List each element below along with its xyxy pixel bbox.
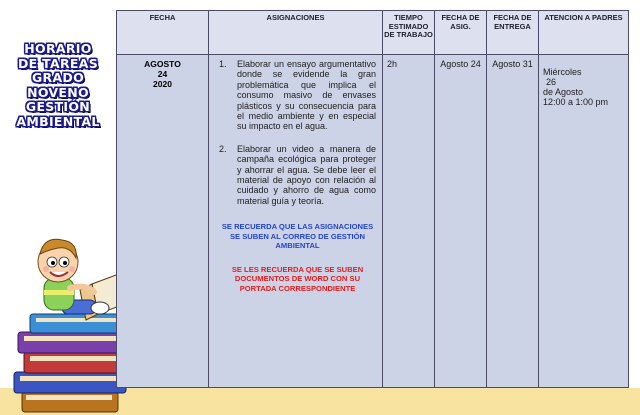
atencion-line: 12:00 a 1:00 pm	[543, 97, 609, 107]
header-row	[117, 11, 629, 55]
list-item	[213, 144, 376, 206]
header-fecha: FECHA	[117, 11, 209, 55]
assignment-number: 1.	[219, 59, 227, 69]
title-line: GRADO	[31, 70, 85, 85]
atencion-line: Miércoles	[543, 67, 582, 77]
header-asignaciones: ASIGNACIONES	[209, 11, 383, 55]
atencion-cell	[539, 55, 629, 388]
assignment-number: 2.	[219, 143, 227, 154]
atencion-line: 26	[546, 77, 557, 87]
date-month: AGOSTO	[144, 59, 181, 69]
table-row	[117, 55, 629, 388]
header-atencion: ATENCION A PADRES	[539, 11, 629, 55]
date-year: 2020	[153, 79, 172, 89]
date-cell	[117, 55, 209, 388]
title-line: NOVENO	[27, 84, 89, 100]
tiempo-cell: 2h	[383, 55, 435, 388]
assignment-text: Elaborar un ensayo argumentativo donde se evidende la gran problemática que implica el consumo masivo de envases plásticos y su consecuencia para el medio ambiente y en especial su impacto en el agua.	[237, 59, 376, 132]
fecha-asig-cell: Agosto 24	[435, 55, 487, 388]
note-blue: SE RECUERDA QUE LAS ASIGNACIONES SE SUBEN AL CORREO DE GESTIÓN AMBIENTAL	[221, 222, 374, 251]
header-fecha-entrega: FECHA DE ENTREGA	[487, 11, 539, 55]
fecha-entrega-cell: Agosto 31	[487, 55, 539, 388]
header-tiempo: TIEMPO ESTIMADO DE TRABAJO	[383, 11, 435, 55]
assignments-cell	[209, 55, 383, 388]
date-day: 24	[157, 69, 168, 79]
note-red: SE LES RECUERDA QUE SE SUBEN DOCUMENTOS DE WORD CON SU PORTADA CORRESPONDIENTE	[231, 264, 364, 293]
atencion-line: de Agosto	[543, 87, 584, 97]
title-line: DE TAREAS	[17, 55, 99, 71]
assignment-text: Elaborar un video a manera de campaña ecológica para proteger y ahorrar el agua. Se debe leer el material de apoyo con relación al cuidado y ahorro de agua como material guía y teoría.	[237, 143, 376, 206]
title-line: AMBIENTAL	[16, 113, 100, 129]
schedule-table	[116, 10, 629, 388]
page-title	[4, 42, 112, 129]
title-line: GESTIÓN	[25, 99, 91, 114]
title-line: HORARIO	[24, 41, 92, 56]
assignment-list	[213, 59, 376, 206]
list-item	[213, 59, 376, 132]
header-fecha-asig: FECHA DE ASIG.	[435, 11, 487, 55]
